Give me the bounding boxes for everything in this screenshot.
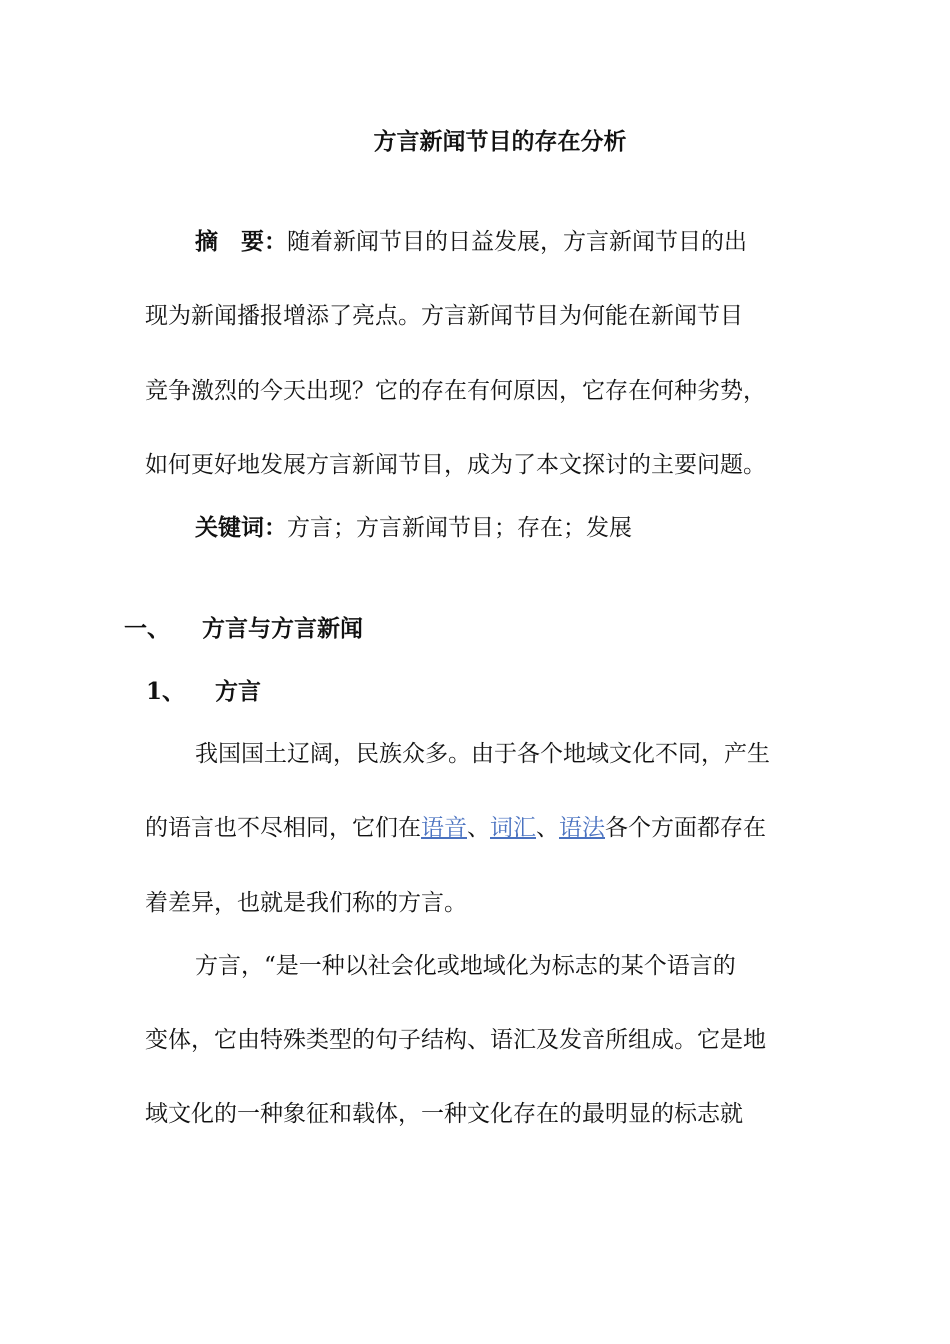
subsection-title: 方言 — [215, 678, 262, 705]
section-heading — [124, 609, 363, 649]
paragraph-line: 域文化的一种象征和载体，一种文化存在的最明显的标志就 — [145, 1101, 743, 1127]
section-title: 方言与方言新闻 — [202, 615, 363, 642]
paragraph-line: 方言，“是一种以社会化或地域化为标志的某个语言的 — [195, 953, 736, 979]
keywords-text: 方言；方言新闻节目；存在；发展 — [287, 515, 632, 541]
keywords-label: 关键词： — [195, 514, 287, 541]
subsection-number: 1、 — [146, 678, 186, 705]
subsection-heading — [146, 672, 261, 712]
section-number: 一、 — [124, 615, 170, 642]
abstract-line: 如何更好地发展方言新闻节目，成为了本文探讨的主要问题。 — [145, 452, 766, 478]
abstract-line — [195, 222, 747, 262]
link-vocabulary[interactable]: 词汇 — [490, 815, 536, 841]
paragraph-line: 着差异，也就是我们称的方言。 — [145, 890, 467, 916]
paragraph-line: 变体，它由特殊类型的句子结构、语汇及发音所组成。它是地 — [145, 1027, 766, 1053]
separator: 、 — [467, 815, 490, 841]
abstract-label: 摘 要： — [195, 228, 287, 255]
page-title: 方言新闻节目的存在分析 — [373, 128, 627, 155]
link-grammar[interactable]: 语法 — [559, 815, 605, 841]
paragraph-text: 的语言也不尽相同，它们在 — [145, 815, 421, 841]
link-phonetics[interactable]: 语音 — [421, 815, 467, 841]
abstract-line: 现为新闻播报增添了亮点。方言新闻节目为何能在新闻节目 — [145, 303, 743, 329]
paragraph-line — [145, 808, 766, 848]
abstract-text: 随着新闻节目的日益发展，方言新闻节目的出 — [287, 229, 747, 255]
separator: 、 — [536, 815, 559, 841]
paragraph-text: 各个方面都存在 — [605, 815, 766, 841]
abstract-line: 竞争激烈的今天出现？它的存在有何原因，它存在何种劣势， — [145, 378, 766, 404]
keywords — [195, 508, 632, 548]
paragraph-line: 我国国土辽阔，民族众多。由于各个地域文化不同，产生 — [195, 741, 770, 767]
